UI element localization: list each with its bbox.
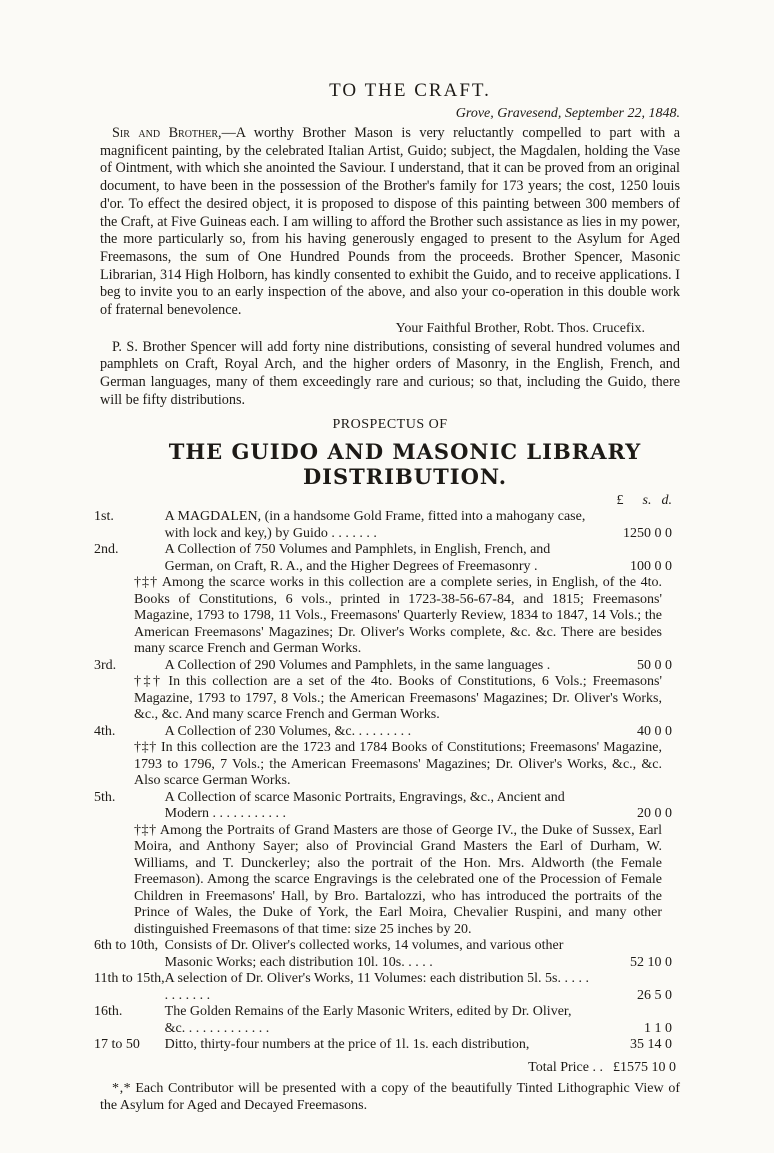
distribution-row: [94, 790, 672, 823]
letter-body: [100, 125, 680, 320]
letter-text: —A worthy Brother Mason is very reluctantly compelled to part with a magnificent painting, by the celebrated Italian Artist, Guido; subject, the Magdalen, holding the Vase of Ointment, with which she anointed the Saviour. I understand, that it can be proved from an original document, to have been in the possession of the Brother's family for 173 years; the cost, 1250 louis d'or. To effect the desired object, it is proposed to dispose of this painting between 300 members of the Craft, at Five Guineas each. I am willing to afford the Brother such assistance as lies in my power, the more particularly so, from his having generously engaged to present to the Asylum for Aged Freemasons, the sum of One Hundred Pounds from the proceeds. Brother Spencer, Masonic Librarian, 314 High Holborn, has kindly consented to exhibit the Guido, and to receive applications. I beg to invite you to an early inspection of the above, and also your co-operation in this double work of fraternal benevolence.: [100, 125, 680, 319]
distribution-description: Consists of Dr. Oliver's collected works, 14 volumes, and various other Masonic Works; each distribution 10l. 10s. . . . .: [164, 938, 564, 970]
distribution-note: †‡† Among the Portraits of Grand Masters are those of George IV., the Duke of Sussex, Earl Moira, and Anthony Sayer; also of Provincial Grand Masters the Earl of Durham, W. Williams, and T. Dunckerley; also the portrait of the Hon. Mrs. Aldworth (the Female Freemason). Among the scarce Engravings is the celebrated one of the Procession of Female Children in Freemasons' Hall, by Bro. Bartalozzi, who has introduced the portraits of the Prince of Wales, the Duke of York, the Earl Moira, Chevalier Ruspini, and many other distinguished Freemasons of that time: size 25 inches by 20.: [134, 822, 662, 937]
distribution-note-row: [94, 575, 672, 658]
total-row: [100, 1060, 676, 1076]
distribution-amount: 20 0 0: [637, 806, 672, 822]
distribution-note-row: [94, 674, 672, 724]
distribution-amount: 40 0 0: [637, 723, 672, 739]
distribution-number: 17 to 50: [94, 1037, 140, 1053]
distribution-row: [94, 542, 672, 575]
distribution-description: The Golden Remains of the Early Masonic Writers, edited by Dr. Oliver, &c. . . . . . . . . . . . .: [164, 1004, 572, 1036]
pounds-header: £: [616, 492, 624, 508]
document-page: [94, 80, 680, 1114]
distribution-table: [94, 493, 672, 1054]
distribution-row: [94, 658, 672, 675]
distribution-row: [94, 509, 672, 542]
dateline: Grove, Gravesend, September 22, 1848.: [455, 106, 680, 121]
distribution-heading: THE GUIDO AND MASONIC LIBRARY DISTRIBUTION.: [168, 438, 642, 489]
distribution-description: A Collection of 230 Volumes, &c. . . . . . . . .: [164, 723, 412, 739]
distribution-amount: 52 10 0: [630, 954, 672, 970]
distribution-description: A Collection of 290 Volumes and Pamphlets, in the same languages .: [164, 657, 551, 673]
total-label: Total Price . .: [528, 1059, 603, 1075]
distribution-row: [94, 1037, 672, 1054]
distribution-number: 5th.: [94, 789, 116, 805]
distribution-row: [94, 938, 672, 971]
distribution-description: A MAGDALEN, (in a handsome Gold Frame, fitted into a mahogany case, with lock and key,) by Guido . . . . . . .: [164, 509, 586, 541]
distribution-number: 3rd.: [94, 657, 117, 673]
distribution-note-row: [94, 823, 672, 939]
distribution-note: †‡† Among the scarce works in this collection are a complete series, in English, of the 4to. Books of Constitutions, 6 vols., printed in 1723-38-56-67-84, and 1815; Freemasons' Magazine, 1793 to 1798, 11 Vols., Freemasons' Quarterly Review, 1834 to 1847, 14 Vols.; the American Freemasons' Magazines; Dr. Oliver's Works complete, &c. &c. There are besides many scarce French and German Works.: [134, 575, 662, 657]
distribution-amount: 50 0 0: [637, 657, 672, 673]
distribution-row: [94, 724, 672, 741]
distribution-description: A Collection of scarce Masonic Portraits, Engravings, &c., Ancient and Modern . . . . . . . . . . .: [164, 789, 565, 822]
distribution-number: 2nd.: [94, 542, 119, 558]
distribution-amount: 1 1 0: [644, 1020, 672, 1036]
distribution-row: [94, 1004, 672, 1037]
distribution-description: A Collection of 750 Volumes and Pamphlets, in English, French, and German, on Craft, R. A., and the Higher Degrees of Freemasonry .: [164, 542, 551, 574]
distribution-row: [94, 971, 672, 1004]
distribution-amount: 35 14 0: [630, 1037, 672, 1053]
distribution-number: 11th to 15th,: [94, 971, 165, 987]
distribution-number: 6th to 10th,: [94, 938, 159, 954]
distribution-note-row: [94, 740, 672, 790]
distribution-number: 1st.: [94, 509, 114, 525]
page-title: TO THE CRAFT.: [329, 80, 491, 101]
distribution-description: A selection of Dr. Oliver's Works, 11 Volumes: each distribution 5l. 5s. . . . . . . . . . . .: [164, 971, 590, 1003]
distribution-amount: 26 5 0: [637, 987, 672, 1003]
shillings-header: s.: [642, 492, 652, 508]
distribution-number: 16th.: [94, 1004, 123, 1020]
footer-note: *‚* Each Contributor will be presented with a copy of the beautifully Tinted Lithographic View of the Asylum for Aged and Decayed Freemasons.: [100, 1080, 680, 1113]
distribution-amount: 1250 0 0: [623, 525, 672, 541]
distribution-note: †‡† In this collection are the 1723 and 1784 Books of Constitutions; Freemasons' Magazine, 1793 to 1796, 7 Vols.; the American Freemasons' Magazines; Dr. Oliver's Works, &c., &c. Also scarce German Works.: [134, 740, 662, 789]
distribution-amount: 100 0 0: [630, 558, 672, 574]
salutation: Sir and Brother,: [112, 125, 222, 141]
signature: Your Faithful Brother, Robt. Thos. Crucefix.: [395, 320, 645, 336]
total-amount: £1575 10 0: [613, 1059, 676, 1075]
prospectus-label: PROSPECTUS OF: [332, 416, 448, 432]
distribution-note: †‡† In this collection are a set of the 4to. Books of Constitutions, 6 Vols.; Freemasons' Magazine, 1793 to 1797, 8 Vols.; the American Freemasons' Magazines; Dr. Oliver's Works, &c., &c. And many scarce French and German Works.: [134, 674, 662, 723]
distribution-number: 4th.: [94, 723, 116, 739]
currency-header-row: [94, 493, 672, 510]
pence-header: d.: [661, 492, 672, 508]
distribution-description: Ditto, thirty-four numbers at the price of 1l. 1s. each distribution,: [164, 1037, 530, 1053]
postscript: P. S. Brother Spencer will add forty nine distributions, consisting of several hundred volumes and pamphlets on Craft, Royal Arch, and the higher orders of Masonry, in the English, French, and German languages, many of them exceedingly rare and curious; so that, including the Guido, there will be fifty distributions.: [100, 338, 680, 408]
